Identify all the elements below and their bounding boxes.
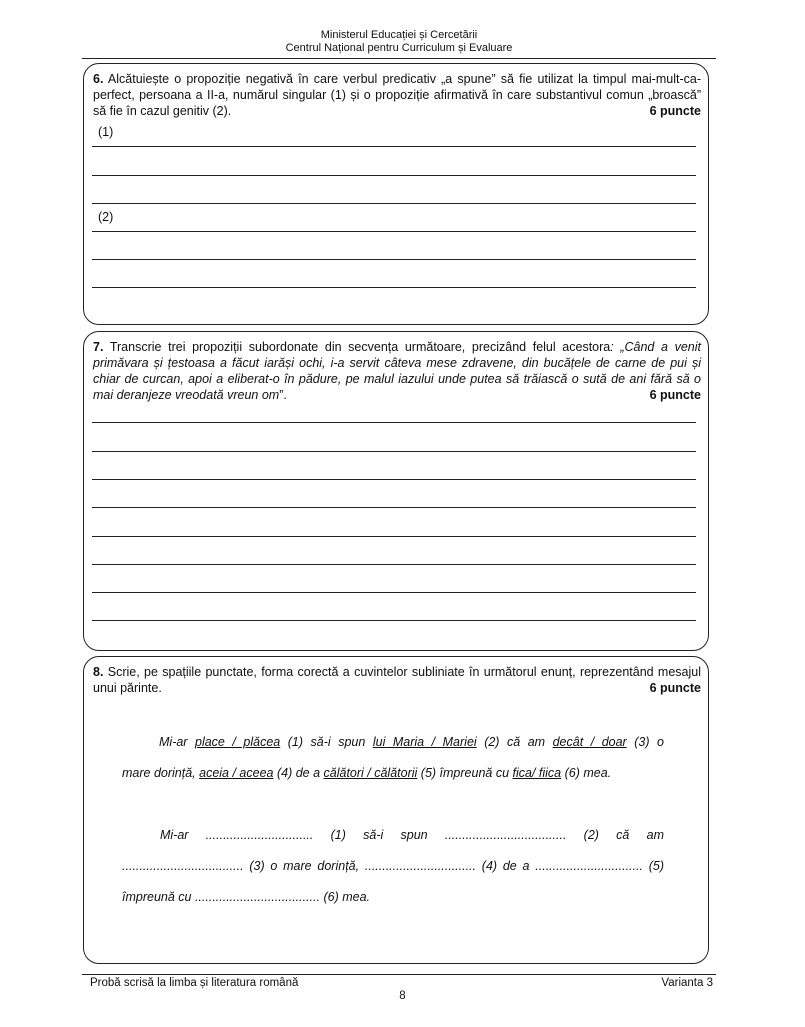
question-6-points: 6 puncte [649,104,701,118]
header-divider [82,58,716,59]
answer-line[interactable] [92,287,696,288]
question-7-quote-end: ”. [279,388,287,402]
answer-line[interactable] [92,507,696,508]
sentence-text: mare dorință, [122,766,200,780]
answer-2-marker: (2) [98,210,114,224]
question-7-prompt: Transcrie trei propoziții subordonate din secvența următoare, precizând felul acestora [109,340,611,354]
question-8-prompt: Scrie, pe spațiile punctate, forma corectă a cuvintelor subliniate în următorul enunț, reprezentând mesajul unui părinte. [93,665,701,695]
answer-line[interactable] [92,175,696,176]
underlined-word: fica/ fiica [512,766,562,780]
question-7-points: 6 puncte [649,388,701,402]
sentence-text: Mi-ar [159,735,195,749]
header-center: Centrul Național pentru Curriculum și Evaluare [285,42,513,54]
underlined-word: decât / doar [552,735,627,749]
question-8-number: 8. [93,665,104,679]
question-8-points: 6 puncte [649,681,701,695]
answer-line[interactable] [92,451,696,452]
footer-variant: Varianta 3 [661,977,713,989]
header-ministry: Ministerul Educației și Cercetării [320,29,478,41]
question-6-box [83,63,709,325]
sentence-line-2 [122,766,664,780]
question-6-number: 6. [93,72,104,86]
answer-line[interactable] [92,592,696,593]
answer-line[interactable] [92,203,696,204]
underlined-word: călători / călătorii [323,766,418,780]
footer-exam-title: Probă scrisă la limba și literatura română [90,977,299,989]
sentence-text: (5) împreună cu [417,766,513,780]
answer-line[interactable] [92,479,696,480]
sentence-text: (2) că am [476,735,553,749]
answer-line[interactable] [92,564,696,565]
footer-divider [82,974,716,975]
page-number: 8 [399,990,406,1002]
question-6-text [93,71,701,119]
sentence-text: (4) de a [273,766,324,780]
fill-line-2[interactable]: ................................... (3) o mare dorință, ................................ (4) de a ............................... (5) [122,859,664,873]
answer-line[interactable] [92,259,696,260]
question-8-box [83,656,709,964]
question-7-text [93,339,701,403]
underlined-word: lui Maria / Mariei [372,735,477,749]
sentence-text: (3) o [626,735,664,749]
question-7-number: 7. [93,340,104,354]
answer-line[interactable] [92,146,696,147]
underlined-word: place / plăcea [195,735,281,749]
underlined-word: aceia / aceea [199,766,274,780]
answer-line[interactable] [92,231,696,232]
answer-line[interactable] [92,422,696,423]
sentence-text: (6) mea. [561,766,612,780]
question-7-quote: : „Când a venit primăvara și țestoasa a făcut iarăși ochi, i-a servit câteva mese zdravene, din bucățele de carne de pui și chiar de curcan, apoi a eliberat-o în pădure, pe malul iazului unde putea să trăiască o sută de ani fără să o mai deranjeze vreodată vreun om [93,340,701,402]
fill-line-1[interactable]: Mi-ar ............................... (1) să-i spun ................................... (2) că am [160,828,664,842]
question-6-prompt: Alcătuiește o propoziție negativă în care verbul predicativ „a spune” să fie utilizat la timpul mai-mult-ca-perfect, persoana a II-a, numărul singular (1) și o propoziție afirmativă în care substantivul comun „broască” să fie în cazul genitiv (2). [93,72,701,118]
sentence-line-1 [159,735,664,749]
answer-line[interactable] [92,620,696,621]
answer-line[interactable] [92,536,696,537]
question-7-box [83,331,709,651]
question-8-text [93,664,701,696]
fill-line-3[interactable]: împreună cu .................................... (6) mea. [122,890,370,904]
answer-1-marker: (1) [98,125,114,139]
sentence-text: (1) să-i spun [280,735,373,749]
page-header [82,29,716,55]
